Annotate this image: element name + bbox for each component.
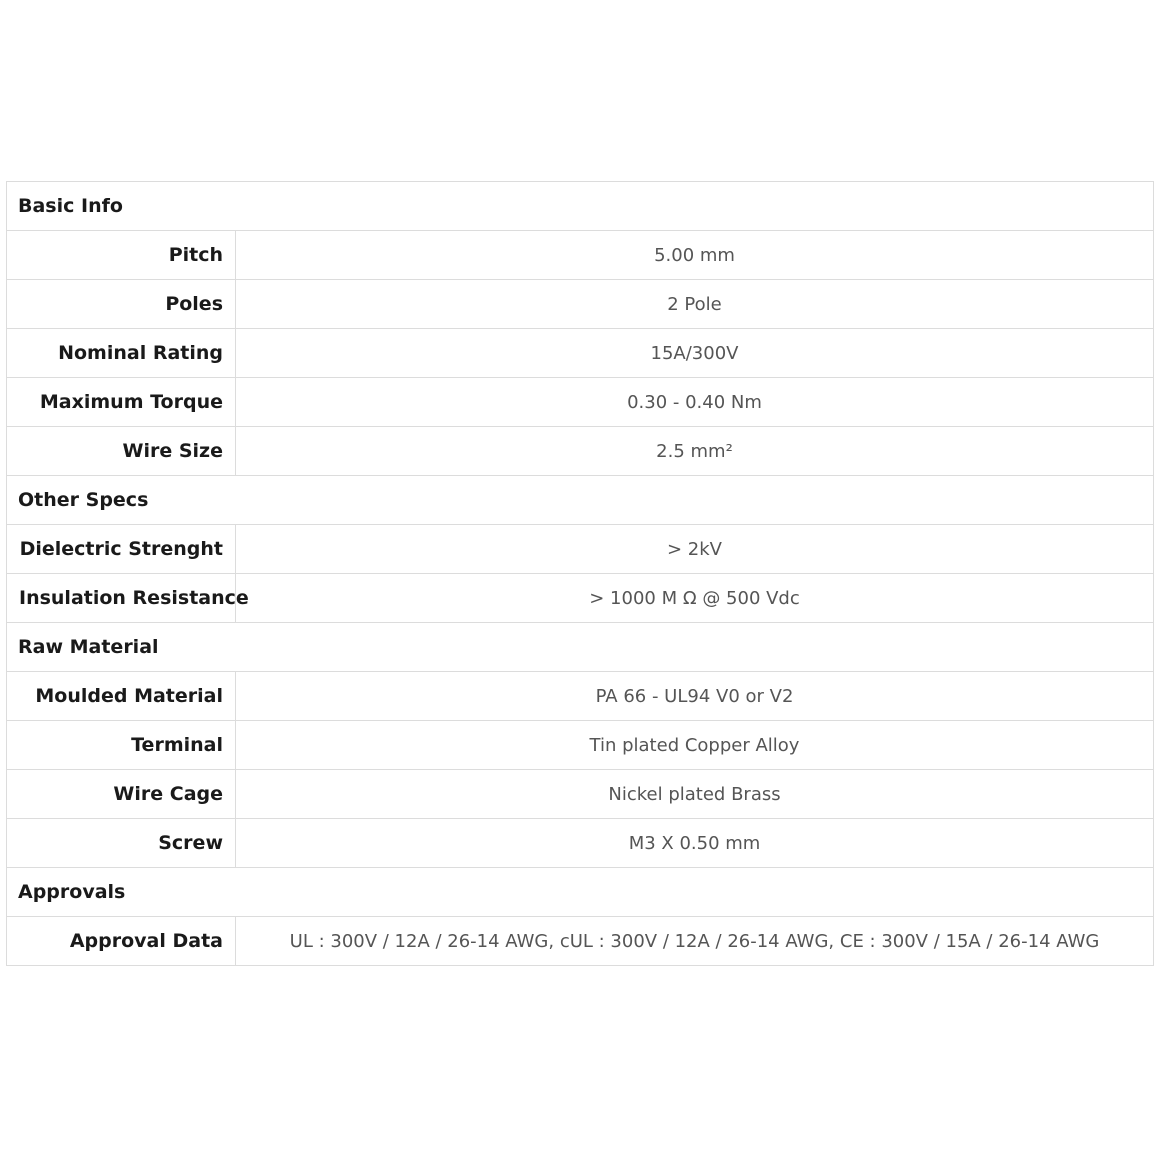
section-title: Other Specs bbox=[7, 476, 1154, 525]
section-title: Basic Info bbox=[7, 182, 1154, 231]
table-row bbox=[7, 917, 1154, 966]
spec-label: Moulded Material bbox=[7, 672, 236, 721]
section-row-raw-material bbox=[7, 623, 1154, 672]
spec-value: M3 X 0.50 mm bbox=[236, 819, 1154, 868]
spec-table bbox=[6, 181, 1154, 966]
spec-label: Approval Data bbox=[7, 917, 236, 966]
spec-label: Dielectric Strenght bbox=[7, 525, 236, 574]
spec-value: > 1000 M Ω @ 500 Vdc bbox=[236, 574, 1154, 623]
spec-label: Pitch bbox=[7, 231, 236, 280]
spec-value: UL : 300V / 12A / 26-14 AWG, cUL : 300V / 12A / 26-14 AWG, CE : 300V / 15A / 26-14 AWG bbox=[236, 917, 1154, 966]
spec-value: 15A/300V bbox=[236, 329, 1154, 378]
spec-label: Maximum Torque bbox=[7, 378, 236, 427]
spec-label: Wire Size bbox=[7, 427, 236, 476]
spec-value: 2.5 mm² bbox=[236, 427, 1154, 476]
section-row-approvals bbox=[7, 868, 1154, 917]
table-row bbox=[7, 770, 1154, 819]
table-row bbox=[7, 819, 1154, 868]
spec-label: Wire Cage bbox=[7, 770, 236, 819]
table-row bbox=[7, 672, 1154, 721]
section-title: Raw Material bbox=[7, 623, 1154, 672]
spec-label: Screw bbox=[7, 819, 236, 868]
spec-label: Poles bbox=[7, 280, 236, 329]
spec-value: 0.30 - 0.40 Nm bbox=[236, 378, 1154, 427]
spec-value: > 2kV bbox=[236, 525, 1154, 574]
spec-value: 2 Pole bbox=[236, 280, 1154, 329]
section-row-basic-info bbox=[7, 182, 1154, 231]
table-row bbox=[7, 378, 1154, 427]
spec-label: Nominal Rating bbox=[7, 329, 236, 378]
section-title: Approvals bbox=[7, 868, 1154, 917]
table-row bbox=[7, 231, 1154, 280]
spec-label: Insulation Resistance bbox=[7, 574, 236, 623]
table-row bbox=[7, 525, 1154, 574]
table-row bbox=[7, 427, 1154, 476]
table-row bbox=[7, 574, 1154, 623]
section-row-other-specs bbox=[7, 476, 1154, 525]
spec-value: 5.00 mm bbox=[236, 231, 1154, 280]
spec-value: Tin plated Copper Alloy bbox=[236, 721, 1154, 770]
table-row bbox=[7, 721, 1154, 770]
table-row bbox=[7, 329, 1154, 378]
spec-label: Terminal bbox=[7, 721, 236, 770]
table-row bbox=[7, 280, 1154, 329]
spec-value: PA 66 - UL94 V0 or V2 bbox=[236, 672, 1154, 721]
spec-value: Nickel plated Brass bbox=[236, 770, 1154, 819]
